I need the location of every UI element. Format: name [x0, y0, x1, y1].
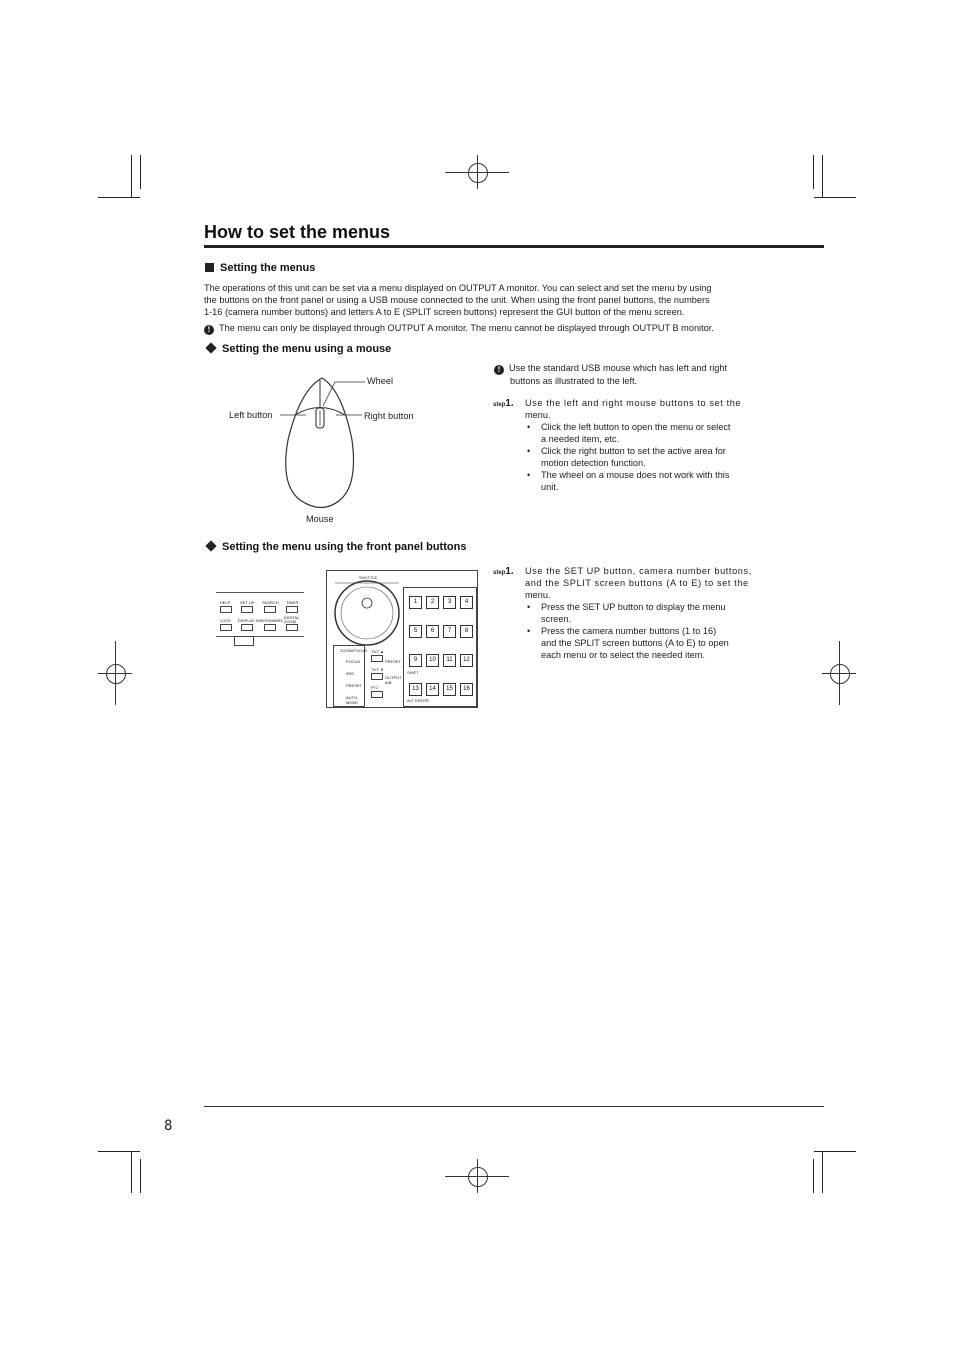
camera-button-14: 14	[426, 683, 439, 696]
panel-label-help: HELP	[220, 600, 231, 605]
camera-button-5: 5	[409, 625, 422, 638]
preset-label: PRESET	[346, 683, 363, 688]
alt-enter-label: ALT ENTER	[407, 698, 429, 703]
help-button	[220, 606, 232, 613]
ptz-control-group	[333, 645, 368, 707]
mouse-bullets	[525, 421, 766, 493]
left-button-label: Left button	[229, 410, 273, 420]
square-bullet-icon	[205, 263, 214, 272]
mouse-illustration	[270, 370, 440, 520]
camera-button-13: 13	[409, 683, 422, 696]
page-number: 8	[164, 1118, 173, 1134]
mouse-label: Mouse	[306, 514, 334, 524]
camera-button-10: 10	[426, 654, 439, 667]
front-panel-left-group	[216, 592, 304, 646]
wheel-label: Wheel	[367, 376, 394, 386]
mouse-step-text: Use the left and right mouse buttons to set the menu. • Click the left button to open the menu or select a needed item, etc. • Click the right button to set the active area for motion detection function. • The wheel on a mouse does not work with this unit.	[525, 397, 766, 493]
panel-label-bookmark: BOOKMARK	[260, 618, 284, 623]
camera-button-4: 4	[460, 596, 473, 609]
panel-label-digital-zoom: DIGITAL ZOOM	[284, 615, 300, 624]
camera-button-8: 8	[460, 625, 473, 638]
lock-button	[220, 624, 232, 631]
right-button-label: Right button	[364, 411, 414, 421]
front-panel-right-group	[326, 570, 478, 708]
panel-label-timer: TIMER	[286, 600, 299, 605]
tilt-down-label: TILT ▼	[371, 667, 384, 672]
tilt-control-group	[365, 645, 401, 705]
panel-label-search: SEARCH	[262, 600, 279, 605]
section-heading-mouse: Setting the menu using a mouse	[205, 343, 391, 355]
panel-step-text: Use the SET UP button, camera number buttons, and the SPLIT screen buttons (A to E) to set the menu. • Press the SET UP button to display the menu screen. • Press the camera number buttons (1 to 16) and the SPLIT screen buttons (A to E) to open each menu or to select the needed item.	[525, 565, 766, 661]
zoom-focus-label: ZOOM/FOCUS	[340, 648, 368, 653]
list-item: • Click the right button to set the active area for motion detection function.	[525, 445, 766, 469]
search-button	[264, 606, 276, 613]
camera-button-7: 7	[443, 625, 456, 638]
list-item: • Press the SET UP button to display the menu screen.	[525, 601, 766, 625]
bookmark-button	[264, 624, 276, 631]
pt2-label: PT2	[371, 685, 379, 690]
camera-button-15: 15	[443, 683, 456, 696]
camera-keypad	[403, 587, 477, 707]
panel-label-lock: LOCK	[220, 618, 231, 623]
output-note: ! The menu can only be displayed through OUTPUT A monitor. The menu cannot be displayed through OUTPUT B monitor.	[204, 322, 804, 335]
usb-port-icon	[234, 636, 254, 646]
list-item: • Press the camera number buttons (1 to 16) and the SPLIT screen buttons (A to E) to open each menu or to select the needed item.	[525, 625, 766, 661]
camera-button-9: 9	[409, 654, 422, 667]
camera-button-1: 1	[409, 596, 422, 609]
output-ab-label: OUTPUT A/B	[385, 675, 402, 685]
panel-bullets	[525, 601, 766, 661]
iris-label: IRIS	[346, 671, 354, 676]
diamond-bullet-icon	[205, 540, 216, 551]
digital-zoom-button	[286, 624, 298, 631]
camera-button-2: 2	[426, 596, 439, 609]
section-heading-panel: Setting the menu using the front panel buttons	[205, 541, 466, 553]
tilt-down-button	[371, 673, 383, 680]
preset-side-label: PRESET	[385, 659, 402, 664]
display-button	[241, 624, 253, 631]
camera-button-12: 12	[460, 654, 473, 667]
diamond-bullet-icon	[205, 342, 216, 353]
camera-button-3: 3	[443, 596, 456, 609]
title-rule	[204, 245, 824, 248]
shift-label: SHIFT	[407, 670, 419, 675]
intro-paragraph: The operations of this unit can be set via a menu displayed on OUTPUT A monitor. You can select and set the menu by using the buttons on the front panel or using a USB mouse connected to the unit. When using the front panel buttons, the numbers 1-16 (camera number buttons) and letters A to E (SPLIT screen buttons) represent the GUI button of the menu screen.	[204, 283, 712, 317]
list-item: • The wheel on a mouse does not work with this unit.	[525, 469, 766, 493]
setup-button	[241, 606, 253, 613]
section-heading-setting: Setting the menus	[205, 262, 315, 274]
jog-shuttle-dial	[329, 577, 405, 649]
camera-button-16: 16	[460, 683, 473, 696]
focus-label: FOCUS	[346, 659, 360, 664]
exclamation-icon: !	[494, 365, 504, 375]
list-item: • Click the left button to open the menu or select a needed item, etc.	[525, 421, 766, 445]
shuttle-label: SHUTTLE	[359, 575, 378, 580]
camera-button-11: 11	[443, 654, 456, 667]
tilt-up-label: TILT ▲	[371, 649, 384, 654]
mouse-note: ! Use the standard USB mouse which has left and right buttons as illustrated to the left.	[494, 362, 774, 387]
panel-label-display: DISPLAY IN	[238, 618, 260, 623]
pt2-button	[371, 691, 383, 698]
panel-step-marker: step1.	[493, 566, 514, 577]
panel-label-setup: SET UP	[240, 600, 255, 605]
footer-rule	[204, 1106, 824, 1107]
mouse-step-marker: step1.	[493, 398, 514, 409]
exclamation-icon: !	[204, 325, 214, 335]
timer-button	[286, 606, 298, 613]
auto-mode-label: AUTO MODE	[346, 695, 358, 705]
tilt-up-button	[371, 655, 383, 662]
page-title: How to set the menus	[204, 222, 391, 242]
camera-button-6: 6	[426, 625, 439, 638]
